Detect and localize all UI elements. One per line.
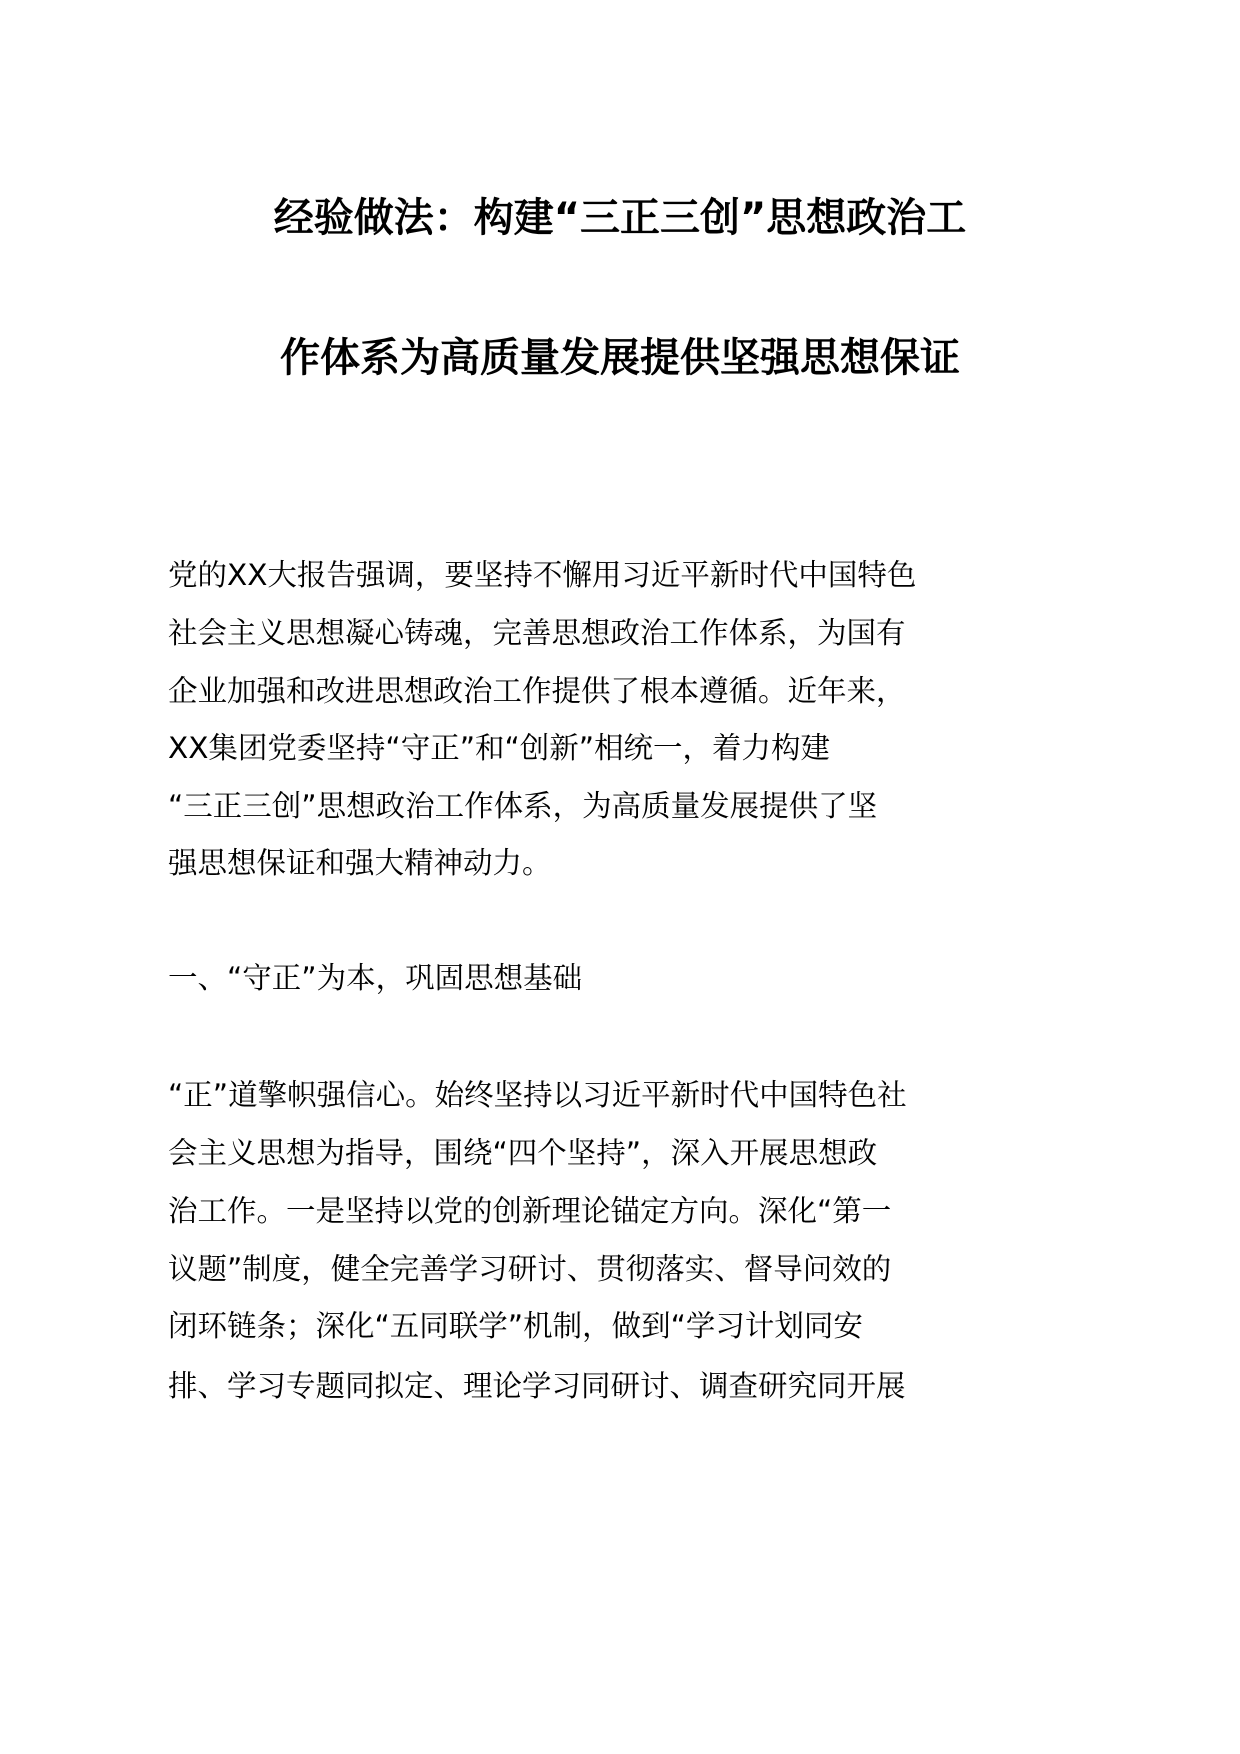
paragraph-line: 议题”制度，健全完善学习研讨、贯彻落实、督导问效的 — [168, 1252, 892, 1286]
paragraph-line: XX集团党委坚持“守正”和“创新”相统一，着力构建 — [168, 731, 831, 765]
paragraph-line: 会主义思想为指导，围绕“四个坚持”，深入开展思想政 — [168, 1136, 878, 1170]
paragraph-line: 闭环链条；深化“五同联学”机制，做到“学习计划同安 — [168, 1309, 863, 1343]
paragraph-line: “正”道擎帜强信心。始终坚持以习近平新时代中国特色社 — [168, 1078, 907, 1112]
paragraph-line: 强思想保证和强大精神动力。 — [168, 846, 552, 880]
paragraph-line: “三正三创”思想政治工作体系，为高质量发展提供了坚 — [168, 789, 878, 823]
paragraph-line: 治工作。一是坚持以党的创新理论锚定方向。深化“第一 — [168, 1194, 892, 1228]
paragraph-line: 社会主义思想凝心铸魂，完善思想政治工作体系，为国有 — [168, 616, 906, 650]
section-heading: 一、“守正”为本，巩固思想基础 — [168, 961, 583, 995]
paragraph-line: 企业加强和改进思想政治工作提供了根本遵循。近年来， — [168, 674, 906, 708]
document-title-line-1: 经验做法：构建“三正三创”思想政治工 — [273, 195, 967, 241]
document-title-line-2: 作体系为高质量发展提供坚强思想保证 — [280, 335, 960, 381]
paragraph-line: 党的XX大报告强调，要坚持不懈用习近平新时代中国特色 — [168, 558, 917, 592]
paragraph-line: 排、学习专题同拟定、理论学习同研讨、调查研究同开展 — [168, 1369, 906, 1403]
